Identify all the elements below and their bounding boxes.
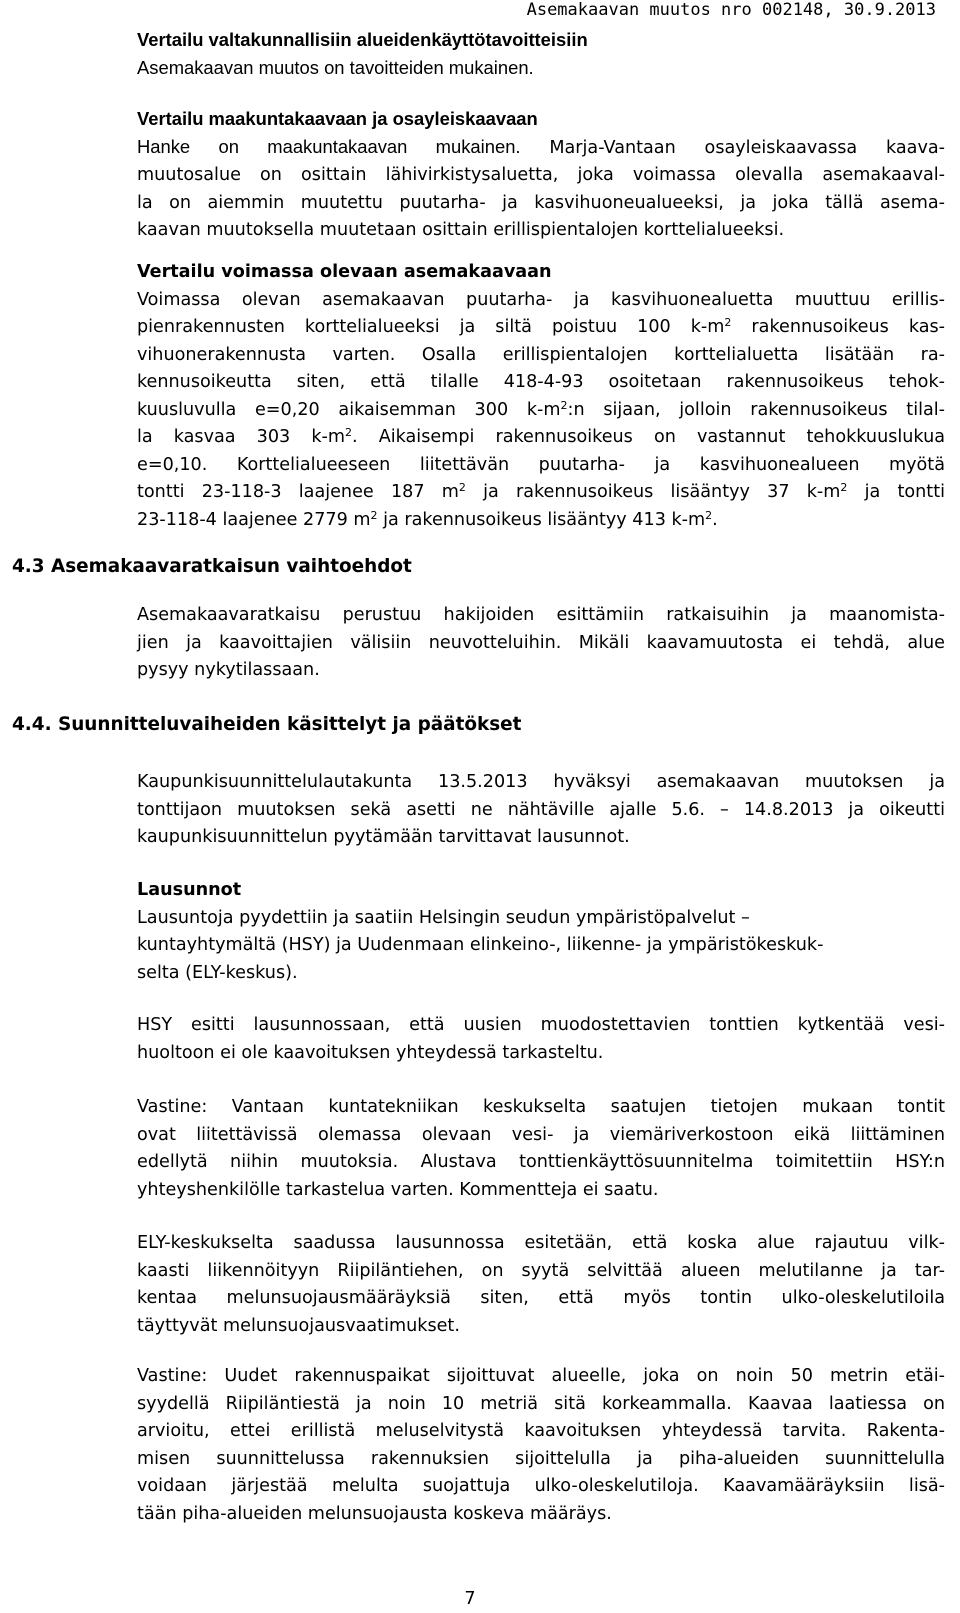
paragraph-line: syydellä Riipiläntiestä ja noin 10 metriä sitä korkeammalla. Kaavaa laatiessa on [137, 1393, 945, 1414]
paragraph-line: la on aiemmin muutettu puutarha- ja kasvihuoneualueeksi, ja joka tällä asema- [137, 192, 945, 213]
section-lausunnot [137, 877, 945, 987]
paragraph-line: HSY esitti lausunnossaan, että uusien muodostettavien tonttien kytkentää vesi- [137, 1015, 945, 1035]
paragraph-line: Asemakaavan muutos on tavoitteiden mukainen. [137, 56, 534, 78]
text-run: ja tontti [847, 482, 945, 502]
paragraph-line: Asemakaavaratkaisu perustuu hakijoiden esittämiin ratkaisuihin ja maanomista- [137, 605, 945, 625]
superscript: 2 [840, 481, 848, 494]
text-run: ja rakennusoikeus lisääntyy 37 k-m [465, 482, 841, 502]
superscript: 2 [705, 508, 713, 522]
text-run: pienrakennusten korttelialueeksi ja siltä poistuu 100 k-m [137, 317, 725, 337]
section-heading: Lausunnot [137, 880, 242, 900]
text-run: ja rakennusoikeus lisääntyy 413 k-m [377, 509, 706, 530]
paragraph-line: kennusoikeutta siten, että tilalle 418-4-93 osoitetaan rakennusoikeus tehok- [137, 372, 945, 392]
section-title-4-3: 4.3 Asemakaavaratkaisun vaihtoehdot [12, 556, 412, 577]
paragraph-vastine-2 [137, 1363, 945, 1528]
paragraph-line: kaavan muutoksella muutetaan osittain erillispientalojen korttelialueeksi. [137, 220, 785, 240]
text-run: tontti 23-118-3 laajenee 187 m [137, 482, 459, 502]
text-run: . [712, 509, 718, 530]
paragraph-line: pysyy nykytilassaan. [137, 660, 320, 680]
section-heading: Vertailu maakuntakaavaan ja osayleiskaavaan [137, 108, 538, 129]
paragraph-line: tonttijaon muutoksen sekä asetti ne nähtäville ajalle 5.6. – 14.8.2013 ja oikeutti [137, 799, 945, 820]
paragraph-line: voidaan järjestää melulta suojattuja ulko-oleskelutiloja. Kaavamääräyksiin lisä- [137, 1476, 945, 1496]
paragraph-line: Voimassa olevan asemakaavan puutarha- ja kasvihuonealuetta muuttuu erillis- [137, 289, 945, 310]
paragraph-vastine-1 [137, 1094, 945, 1204]
text-run: . Aikaisempi rakennusoikeus on vastannut tehokkuuslukua [352, 427, 946, 447]
paragraph-line: tään piha-alueiden melunsuojausta koskeva määräys. [137, 1503, 612, 1524]
text-run: :n sijaan, jolloin rakennusoikeus tilal- [567, 399, 945, 420]
paragraph-hsy [137, 1012, 945, 1067]
paragraph-line [137, 424, 945, 452]
superscript: 2 [345, 426, 353, 439]
paragraph-line: täyttyvät melunsuojausvaatimukset. [137, 1315, 460, 1336]
paragraph-line: jien ja kaavoittajien välisiin neuvotteluihin. Mikäli kaavamuutosta ei tehdä, alue [137, 632, 945, 653]
section-valtakunnalliset [137, 26, 945, 81]
paragraph-line: misen suunnittelussa rakennuksien sijoittelulla ja piha-alueiden suunnittelulla [137, 1448, 945, 1469]
paragraph-line: kaasti liikennöityyn Riipiläntiehen, on syytä selvittää alueen melutilanne ja tar- [137, 1260, 945, 1281]
paragraph-line: vihuonerakennusta varten. Osalla erillispientalojen korttelialuetta lisätään ra- [137, 344, 945, 365]
paragraph-line: selta (ELY-keskus). [137, 962, 298, 983]
superscript: 2 [724, 316, 732, 329]
paragraph-line: kaupunkisuunnittelun pyytämään tarvittavat lausunnot. [137, 827, 630, 847]
paragraph-line: Lausuntoja pyydettiin ja saatiin Helsingin seudun ympäristöpalvelut – [137, 907, 750, 928]
section-heading: Vertailu valtakunnallisiin alueidenkäyttötavoitteisiin [137, 29, 588, 50]
text-run: Hanke on maakuntakaavan mukainen. [137, 135, 521, 157]
superscript: 2 [560, 398, 568, 412]
text-run: 23-118-4 laajenee 2779 m [137, 509, 371, 530]
paragraph-line: yhteyshenkilölle tarkastelua varten. Kommentteja ei saatu. [137, 1179, 659, 1200]
paragraph-line [137, 507, 945, 535]
text-run: la kasvaa 303 k-m [137, 427, 346, 447]
superscript: 2 [458, 481, 466, 494]
paragraph-line [137, 314, 945, 342]
section-heading: Vertailu voimassa olevaan asemakaavaan [137, 262, 552, 282]
paragraph-line: kuntayhtymältä (HSY) ja Uudenmaan elinkeino-, liikenne- ja ympäristökeskuk- [137, 935, 824, 955]
text-run: kuusluvulla e=0,20 aikaisemman 300 k-m [137, 399, 561, 420]
section-title-4-4: 4.4. Suunnitteluvaiheiden käsittelyt ja päätökset [12, 714, 522, 735]
text-run: Marja-Vantaan osayleiskaavassa kaava- [520, 137, 945, 158]
paragraph-line: e=0,10. Korttelialueeseen liitettävän puutarha- ja kasvihuonealueen myötä [137, 454, 945, 475]
paragraph-line: arvioitu, ettei erillistä meluselvitystä kaavoituksen yhteydessä tarvita. Rakenta- [137, 1421, 945, 1441]
section-4-3-body [137, 602, 945, 685]
paragraph-line [137, 479, 945, 507]
paragraph-line: muutosalue on osittain lähivirkistysaluetta, joka voimassa olevalla asemakaaval- [137, 165, 945, 185]
paragraph-line: Vastine: Vantaan kuntatekniikan keskukselta saatujen tietojen mukaan tontit [137, 1097, 945, 1117]
paragraph-line: ELY-keskukselta saadussa lausunnossa esitetään, että koska alue rajautuu vilk- [137, 1233, 945, 1253]
section-4-4-body [137, 769, 945, 852]
paragraph-line: huoltoon ei ole kaavoituksen yhteydessä tarkasteltu. [137, 1042, 604, 1063]
paragraph-line [137, 133, 945, 163]
paragraph-line [137, 397, 945, 425]
section-voimassa [137, 259, 945, 534]
paragraph-line: ovat liitettävissä olemassa olevaan vesi- ja viemäriverkostoon eikä liittäminen [137, 1124, 945, 1145]
superscript: 2 [370, 508, 378, 522]
text-run: rakennusoikeus kas- [731, 317, 945, 337]
page-header: Asemakaavan muutos nro 002148, 30.9.2013 [526, 0, 936, 20]
section-maakuntakaava [137, 105, 945, 245]
paragraph-line: kentaa melunsuojausmääräyksiä siten, että myös tontin ulko-oleskelutiloila [137, 1288, 945, 1308]
page-number: 7 [464, 1589, 476, 1609]
paragraph-line: Kaupunkisuunnittelulautakunta 13.5.2013 hyväksyi asemakaavan muutoksen ja [137, 772, 945, 792]
paragraph-ely [137, 1230, 945, 1340]
paragraph-line: edellytä niihin muutoksia. Alustava tonttienkäyttösuunnitelma toimitettiin HSY:n [137, 1152, 945, 1172]
paragraph-line: Vastine: Uudet rakennuspaikat sijoittuvat alueelle, joka on noin 50 metrin etäi- [137, 1366, 945, 1386]
